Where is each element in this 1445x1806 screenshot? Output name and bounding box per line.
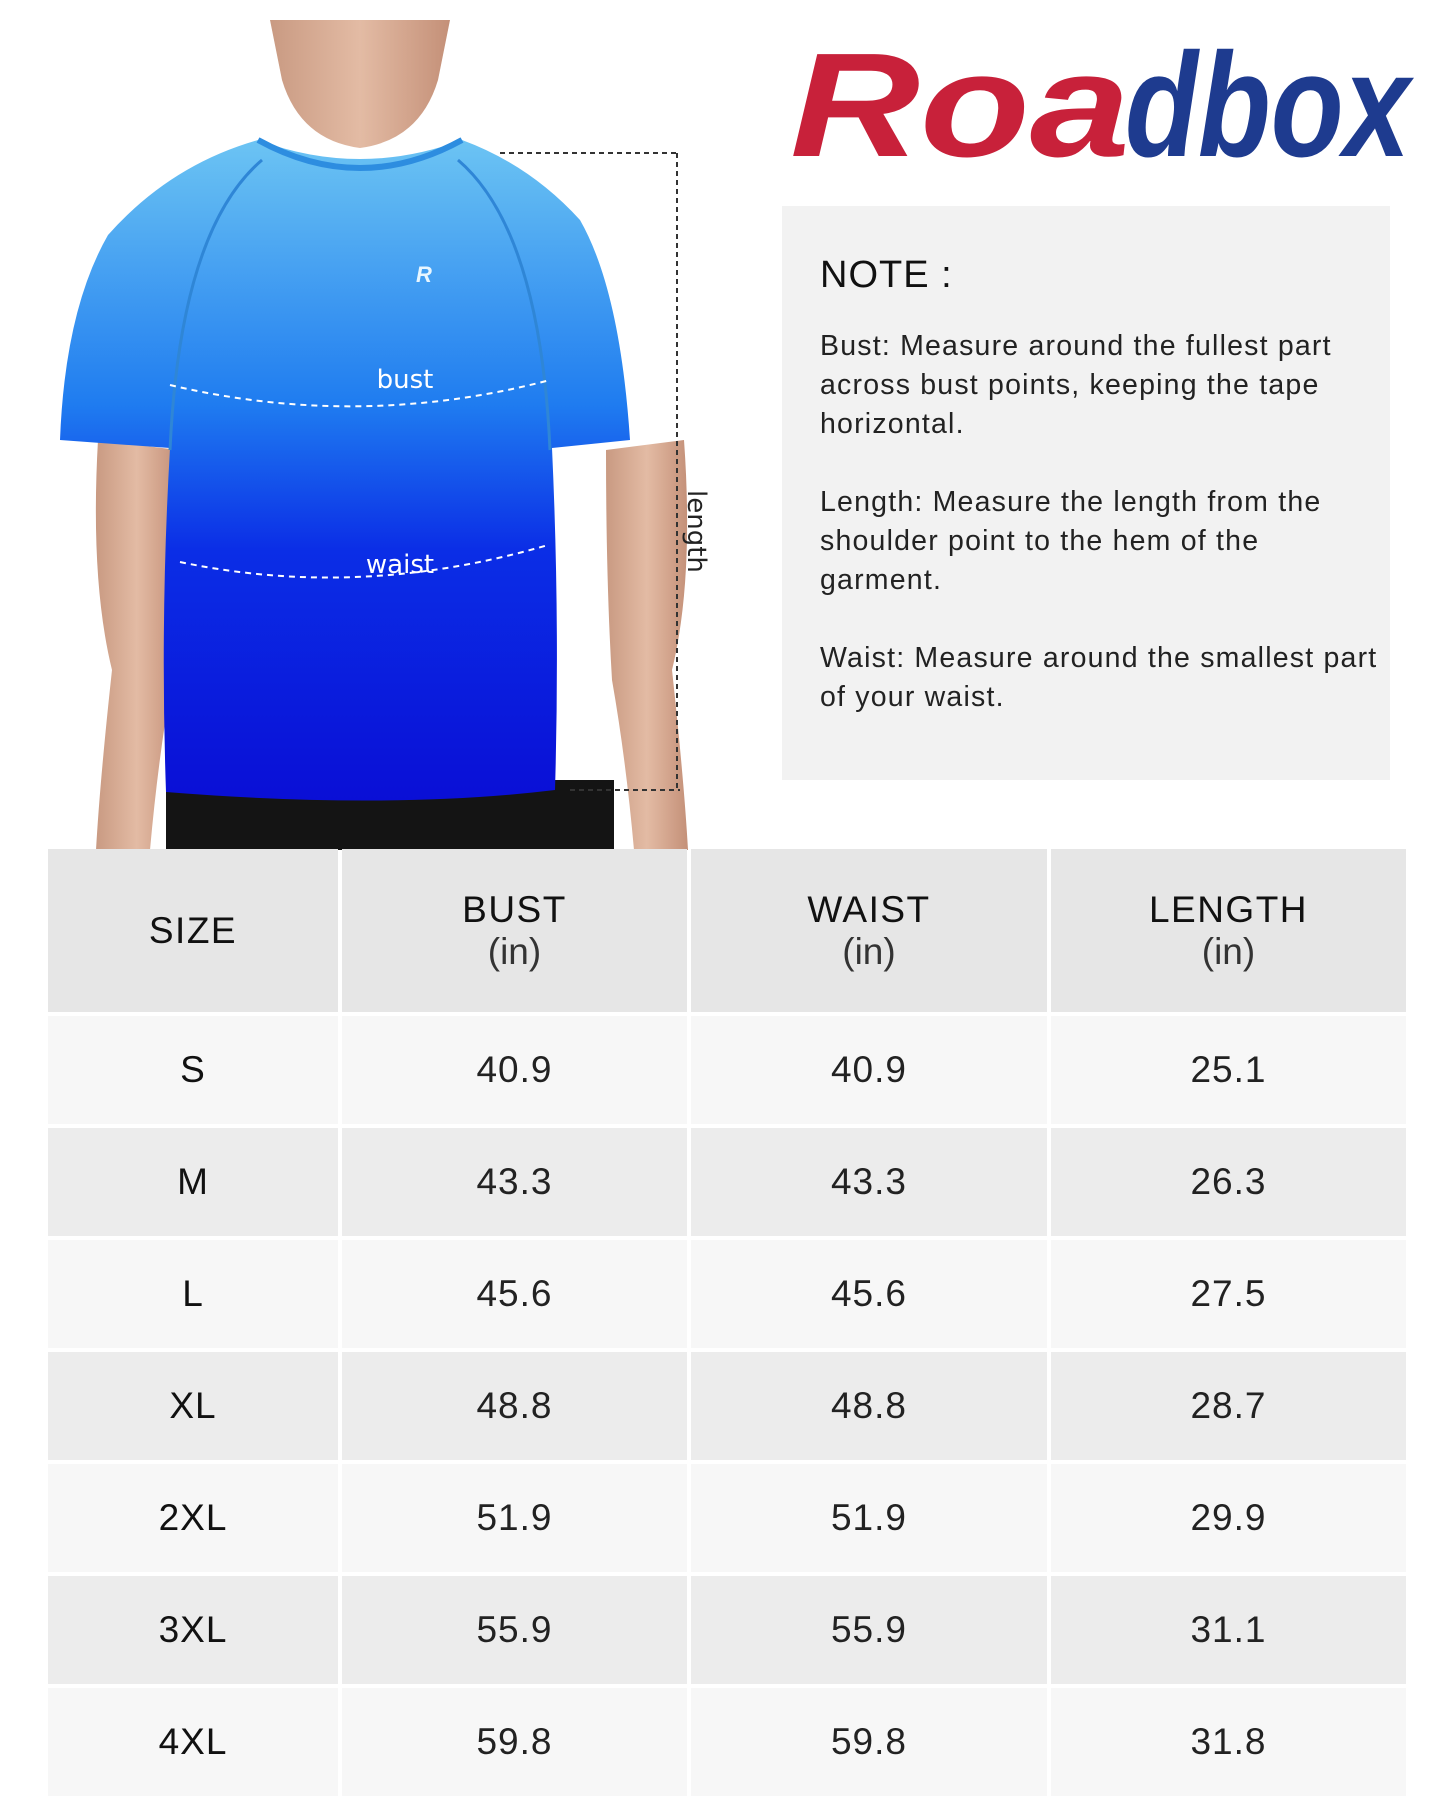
svg-text:dbox: dbox: [1125, 23, 1415, 188]
bust-cell: 59.8: [342, 1688, 687, 1796]
bust-cell: 45.6: [342, 1240, 687, 1348]
bust-cell: 51.9: [342, 1464, 687, 1572]
size-cell: L: [48, 1240, 338, 1348]
size-cell: S: [48, 1016, 338, 1124]
length-cell: 25.1: [1051, 1016, 1406, 1124]
waist-cell: 43.3: [691, 1128, 1047, 1236]
waist-cell: 45.6: [691, 1240, 1047, 1348]
length-label: length: [681, 490, 711, 573]
note-bust: Bust: Measure around the fullest part across bust points, keeping the tape horizontal.: [820, 330, 1332, 440]
size-cell: 2XL: [48, 1464, 338, 1572]
table-row: [48, 1688, 1406, 1796]
table-row: [48, 1576, 1406, 1684]
note-waist: Waist: Measure around the smallest part of your waist.: [820, 642, 1378, 713]
table-row: [48, 1016, 1406, 1124]
roadbox-logo-icon: [780, 23, 1420, 188]
length-cell: 31.1: [1051, 1576, 1406, 1684]
bust-cell: 48.8: [342, 1352, 687, 1460]
bust-cell: 43.3: [342, 1128, 687, 1236]
brand-logo: [780, 23, 1420, 188]
waist-cell: 40.9: [691, 1016, 1047, 1124]
table-row: [48, 1128, 1406, 1236]
length-cell: 26.3: [1051, 1128, 1406, 1236]
right-arm: [606, 440, 688, 850]
model-illustration: [60, 20, 720, 850]
table-row: [48, 1352, 1406, 1460]
waist-cell: 48.8: [691, 1352, 1047, 1460]
size-cell: 3XL: [48, 1576, 338, 1684]
length-cell: 31.8: [1051, 1688, 1406, 1796]
size-cell: 4XL: [48, 1688, 338, 1796]
header-bust: BUST (in): [342, 849, 687, 1012]
bust-label: bust: [376, 365, 434, 395]
size-cell: M: [48, 1128, 338, 1236]
table-row: [48, 1240, 1406, 1348]
waist-cell: 59.8: [691, 1688, 1047, 1796]
bust-cell: 55.9: [342, 1576, 687, 1684]
note-length: Length: Measure the length from the shoulder point to the hem of the garment.: [820, 486, 1322, 596]
length-cell: 27.5: [1051, 1240, 1406, 1348]
bust-cell: 40.9: [342, 1016, 687, 1124]
header-waist: WAIST (in): [691, 849, 1047, 1012]
waist-cell: 55.9: [691, 1576, 1047, 1684]
length-cell: 29.9: [1051, 1464, 1406, 1572]
head-neck: [270, 20, 450, 148]
size-chart-table: [48, 849, 1406, 1800]
table-header-row: [48, 849, 1406, 1012]
product-figure: [60, 20, 720, 850]
waist-label: waist: [365, 550, 435, 580]
length-cell: 28.7: [1051, 1352, 1406, 1460]
chest-logo-icon: R: [416, 262, 432, 287]
header-length: LENGTH (in): [1051, 849, 1406, 1012]
note-title: NOTE :: [820, 254, 953, 296]
svg-text:Roa: Roa: [790, 23, 1130, 188]
measurement-note: [782, 206, 1390, 780]
size-cell: XL: [48, 1352, 338, 1460]
header-size: SIZE: [48, 849, 338, 1012]
table-row: [48, 1464, 1406, 1572]
waist-cell: 51.9: [691, 1464, 1047, 1572]
